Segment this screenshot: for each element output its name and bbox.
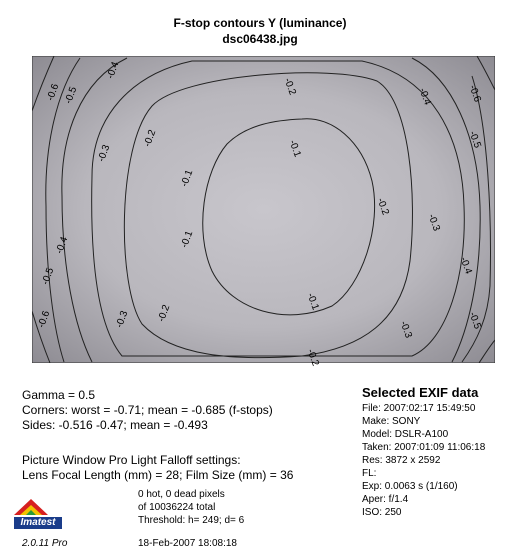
settings-text: Lens Focal Length (mm) = 28; Film Size (mm) = 36 [22, 468, 294, 482]
exif-row-fl: FL: [362, 468, 377, 479]
contour-label: -0.6 [466, 83, 483, 104]
gamma-text: Gamma = 0.5 [22, 388, 96, 402]
contour-label: -0.2 [142, 128, 159, 149]
contour-label: -0.5 [466, 129, 483, 150]
sides-text: Sides: -0.516 -0.47; mean = -0.493 [22, 418, 208, 432]
settings-title: Picture Window Pro Light Falloff settings: [22, 453, 241, 467]
contour-label: -0.3 [397, 319, 414, 340]
contour-label: -0.4 [54, 235, 71, 256]
contour-label: -0.5 [63, 85, 80, 106]
imatest-logo-icon [12, 495, 50, 537]
chart-title: F-stop contours Y (luminance) [173, 16, 347, 30]
contour-label: -0.6 [36, 309, 53, 330]
exif-row-exp: Exp: 0.0063 s (1/160) [362, 481, 458, 492]
contour-label: -0.1 [304, 291, 321, 312]
contour-label: -0.2 [304, 347, 321, 368]
version-text: 2.0.11 Pro [22, 538, 68, 549]
exif-row-model: Model: DSLR-A100 [362, 429, 449, 440]
exif-row-make: Make: SONY [362, 416, 421, 427]
contour-label: -0.2 [374, 196, 391, 217]
contour-plot [32, 56, 495, 368]
exif-row-iso: ISO: 250 [362, 507, 402, 518]
corners-text: Corners: worst = -0.71; mean = -0.685 (f-stops) [22, 403, 273, 417]
exif-row-taken: Taken: 2007:01:09 11:06:18 [362, 442, 486, 453]
contour-label: -0.2 [281, 76, 298, 97]
contour-label: -0.1 [179, 168, 196, 189]
chart-filename: dsc06438.jpg [222, 32, 298, 46]
contour-label: -0.5 [40, 266, 57, 287]
contour-label: -0.2 [156, 303, 173, 324]
contour-label: -0.4 [457, 255, 474, 276]
contour-label: -0.4 [416, 86, 433, 107]
contour-label: -0.4 [105, 60, 122, 81]
hot-dead-pixels: 0 hot, 0 dead pixels [138, 489, 225, 500]
exif-row-res: Res: 3872 x 2592 [362, 455, 441, 466]
contour-label: -0.6 [45, 82, 62, 103]
threshold-text: Threshold: h= 249; d= 6 [138, 515, 245, 526]
contour-label: -0.3 [96, 143, 113, 164]
exif-row-aper: Aper: f/1.4 [362, 494, 409, 505]
contour-label: -0.1 [179, 229, 196, 250]
contour-label: -0.3 [114, 309, 131, 330]
total-pixels: of 10036224 total [138, 502, 216, 513]
exif-row-file: File: 2007:02:17 15:49:50 [362, 403, 476, 414]
imatest-logo-text: Imatest [14, 517, 62, 529]
contour-label: -0.1 [286, 138, 303, 159]
exif-title: Selected EXIF data [362, 385, 479, 400]
contour-label: -0.3 [425, 212, 442, 233]
run-date: 18-Feb-2007 18:08:18 [138, 538, 237, 549]
contour-label: -0.5 [466, 310, 483, 331]
